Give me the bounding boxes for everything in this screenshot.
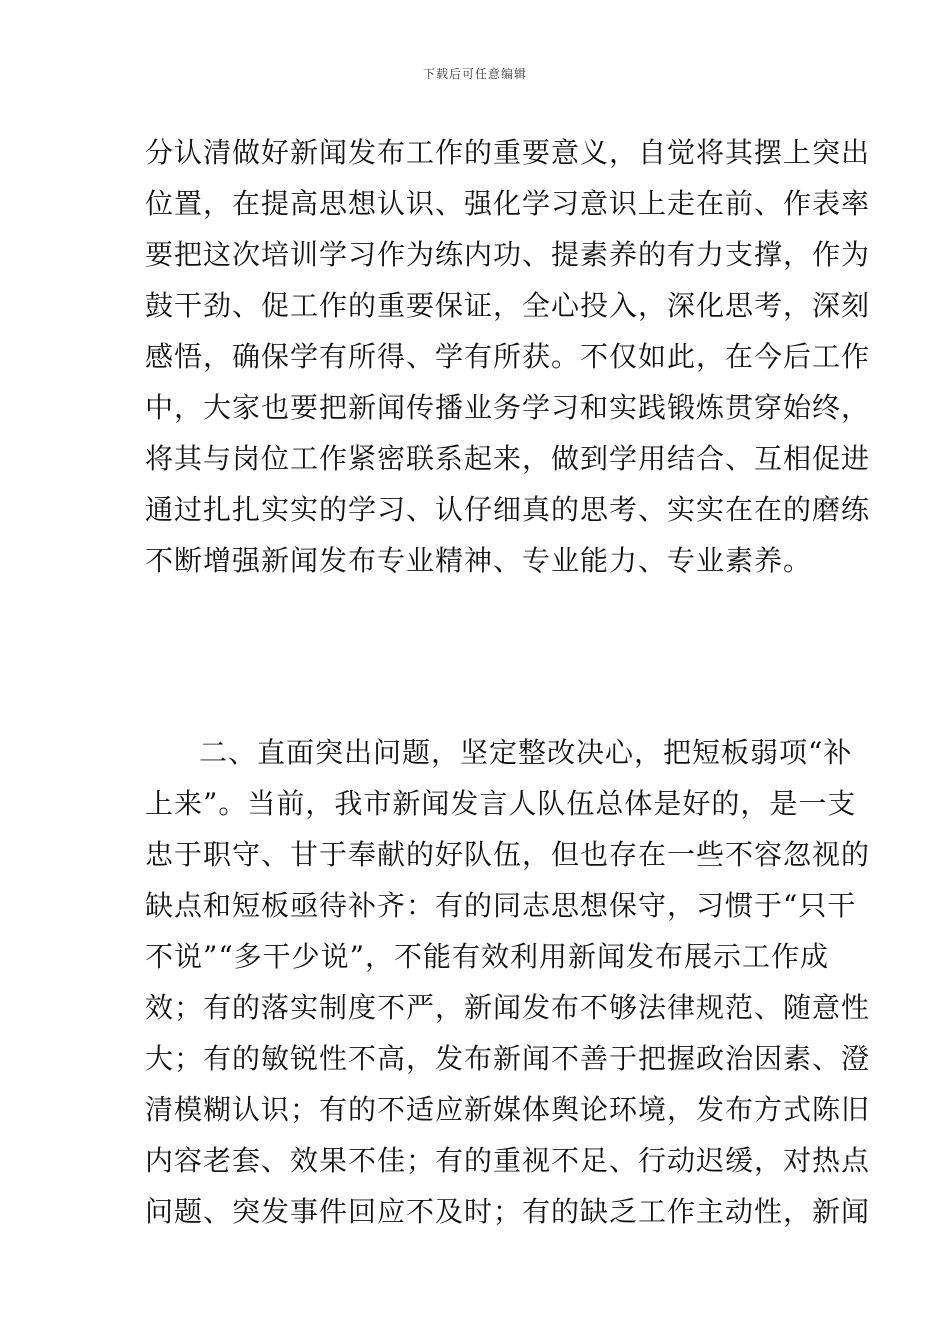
paragraph-1-line: 中，大家也要把新闻传播业务学习和实践锻炼贯穿始终， <box>145 391 871 424</box>
paragraph-2-line: 不说”“多干少说”，不能有效利用新闻发布展示工作成 <box>145 940 829 973</box>
paragraph-1 <box>145 127 871 586</box>
paragraph-2-line: 缺点和短板亟待补齐：有的同志思想保守，习惯于“只干 <box>145 889 857 922</box>
page-header-note: 下载后可任意编辑 <box>422 67 527 81</box>
paragraph-2-first-line: 二、直面突出问题，坚定整改决心，把短板弱项“补 <box>199 736 853 769</box>
paragraph-1-line: 鼓干劲、促工作的重要保证，全心投入，深化思考，深刻 <box>145 289 871 322</box>
paragraph-2 <box>145 727 871 1237</box>
paragraph-2-line: 问题、突发事件回应不及时；有的缺乏工作主动性，新闻 <box>145 1195 871 1228</box>
paragraph-2-line: 内容老套、效果不佳；有的重视不足、行动迟缓，对热点 <box>145 1144 871 1177</box>
paragraph-1-line: 将其与岗位工作紧密联系起来，做到学用结合、互相促进 <box>145 442 871 475</box>
paragraph-1-line: 分认清做好新闻发布工作的重要意义，自觉将其摆上突出 <box>145 136 871 169</box>
paragraph-1-line: 通过扎扎实实的学习、认仔细真的思考、实实在在的磨练 <box>145 493 871 526</box>
paragraph-2-line: 上来”。当前，我市新闻发言人队伍总体是好的，是一支 <box>145 787 857 820</box>
paragraph-2-line: 大；有的敏锐性不高，发布新闻不善于把握政治因素、澄 <box>145 1042 871 1075</box>
paragraph-2-line: 清模糊认识；有的不适应新媒体舆论环境，发布方式陈旧 <box>145 1093 871 1126</box>
paragraph-1-line: 感悟，确保学有所得、学有所获。不仅如此，在今后工作 <box>145 340 871 373</box>
paragraph-1-line: 不断增强新闻发布专业精神、专业能力、专业素养。 <box>145 544 813 577</box>
paragraph-1-line: 要把这次培训学习作为练内功、提素养的有力支撑，作为 <box>145 238 871 271</box>
paragraph-1-line: 位置，在提高思想认识、强化学习意识上走在前、作表率 <box>145 187 871 220</box>
paragraph-2-line: 效；有的落实制度不严，新闻发布不够法律规范、随意性 <box>145 991 871 1024</box>
paragraph-2-line: 忠于职守、甘于奉献的好队伍，但也存在一些不容忽视的 <box>145 838 871 871</box>
